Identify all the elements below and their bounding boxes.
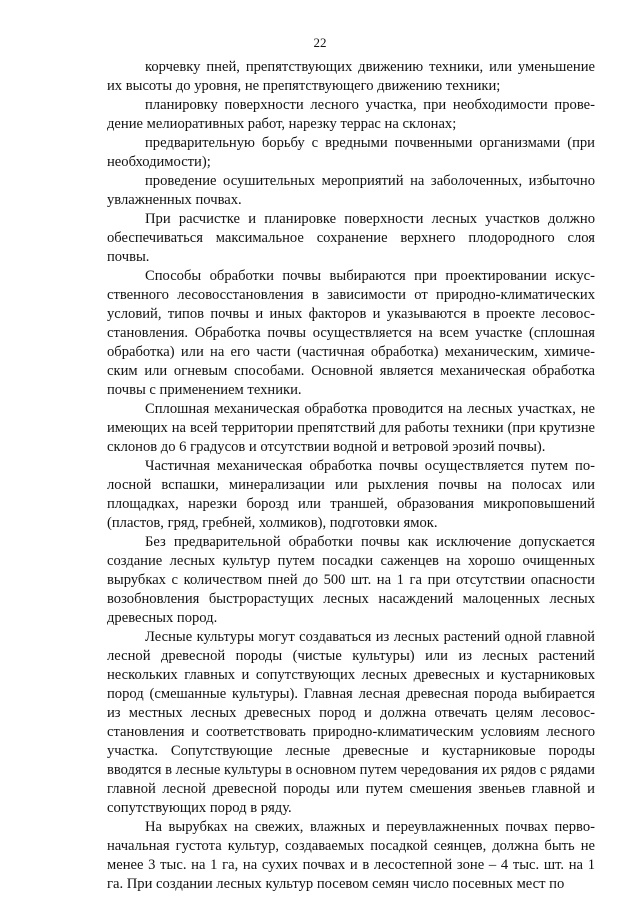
page-number: 22: [313, 35, 327, 50]
paragraph: Лесные культуры могут создаваться из лесных растений одной главной лесной древесной породы (чистые культуры) или из лесных растений нескольких главных и сопутствующих лесных древесных и кустарниковых пород (смешанные культуры). Главная лесная древесная порода выбирается из местных лесных древесных пород и должна отвечать целям лесовосстановления и соответствовать природно-климатическим условиям лесного участка. Сопутствующие лесные древесные и кустарниковые породы вводятся в лесные культуры в основном путем чередования их рядов с рядами главной лесной древесной породы или путем смешения звеньев главной и сопутствующих пород в ряду.: [107, 629, 595, 816]
page-body: [107, 58, 595, 894]
paragraph: проведение осушительных мероприятий на заболоченных, избыточно увлажненных почвах.: [107, 173, 595, 208]
paragraph: При расчистке и планировке поверхности лесных участков должно обеспечиваться максимальное сохранение верхнего плодородного слоя почвы.: [107, 211, 595, 265]
paragraph: корчевку пней, препятствующих движению техники, или уменьшение их высоты до уровня, не препятствующего движению техники;: [107, 59, 595, 94]
paragraph: Сплошная механическая обработка проводится на лесных участках, не имеющих на всей территории препятствий для работы техники (при крутизне склонов до 6 градусов и отсутствии водной и ветровой эрозий почвы).: [107, 401, 595, 455]
paragraph: предварительную борьбу с вредными почвенными организмами (при необходимости);: [107, 135, 595, 170]
paragraph: Без предварительной обработки почвы как исключение допускается создание лесных культур путем посадки саженцев на хорошо очищенных вырубках с количеством пней до 500 шт. на 1 га при отсутствии опасности возобновления быстрорастущих лесных насаждений малоценных лесных древесных пород.: [107, 534, 595, 626]
paragraph: Частичная механическая обработка почвы осуществляется путем полосной вспашки, минерализации или рыхления почвы на полосах или площадках, нарезки борозд или траншей, образования микроповышений (пластов, гряд, гребней, холмиков), подготовки ямок.: [107, 458, 595, 531]
paragraph: планировку поверхности лесного участка, при необходимости проведение мелиоративных работ, нарезку террас на склонах;: [107, 97, 595, 132]
paragraph: Способы обработки почвы выбираются при проектировании искусственного лесовосстановления в зависимости от природно-климатических условий, типов почвы и иных факторов и указываются в проекте лесовосстановления. Обработка почвы осуществляется на всем участке (сплошная обработка) или на его части (частичная обработка) механическим, химическим или огневым способами. Основной является механическая обработка почвы с применением техники.: [107, 268, 595, 398]
paragraph: На вырубках на свежих, влажных и переувлажненных почвах первоначальная густота культур, создаваемых посадкой сеянцев, должна быть не менее 3 тыс. на 1 га, на сухих почвах и в лесостепной зоне – 4 тыс. шт. на 1 га. При создании лесных культур посевом семян число посевных мест по: [107, 819, 595, 892]
